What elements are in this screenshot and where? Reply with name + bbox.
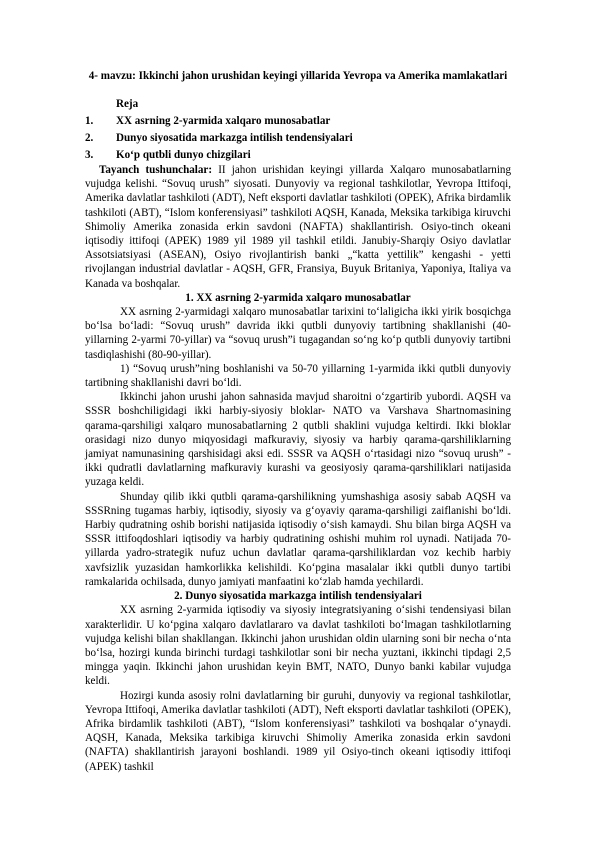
- paragraph: Ikkinchi jahon urushi jahon sahnasida mavjud sharoitni o‘zgartirib yubordi. AQSH va SSSR boshchiligidagi ikki harbiy-siyosiy bloklar- NATO va Varshava Shartnomasining qarama-qarshiligi xalqaro munosabatlarning 2 qutbli shaklini vujudga keltirdi. Ikki bloklar orasidagi nizo dunyo miqyosidagi mafkuraviy, siyosiy va harbiy qarama-qarshiliklarning jamiyat namunasining qarshisidagi aksi edi. SSSR va AQSH o‘rtasidagi nizo “sovuq urush” - ikki qudratli davlatlarning mafkuraviy kurashi va geosiyosiy qarama-qarshiliklari natijasida yuzaga keldi.: [85, 391, 511, 489]
- document-body: [85, 163, 511, 774]
- keywords-paragraph: [85, 163, 511, 291]
- section-2-heading: 2. Dunyo siyosatida markazga intilish tendensiyalari: [174, 590, 422, 603]
- plan-heading: Reja: [116, 98, 139, 110]
- paragraph: Shunday qilib ikki qutbli qarama-qarshilikning yumshashiga asosiy sabab AQSH va SSSRning tugamas harbiy, iqtisodiy, siyosiy va g‘oyaviy qarama-qarshiligi zaiflanishi bo‘ldi. Harbiy qudratning oshib borishi natijasida iqtisodiy o‘sish kamaydi. Shu bilan birga AQSH va SSSR ittifoqdoshlari iqtisodiy va harbiy qudratining oshishi muhim rol uynadi. Natijada 70-yillarda yadro-strategik nufuz uchun davlatlar qarama-qarshiliklardan voz kechib harbiy xavfsizlik yuzasidan hamkorlikka kelishildi. Ko‘pgina masalalar ikki qutbli dunyo tartibi ramkalarida ochilsada, dunyo jamiyati manfaatini ko‘zlab hamda yechilardi.: [85, 490, 511, 588]
- plan-item-number: 1.: [85, 115, 94, 127]
- plan-item-text: Dunyo siyosatida markazga intilish tendensiyalari: [116, 132, 353, 144]
- section-1-heading: 1. XX asrning 2-yarmida xalqaro munosabatlar: [185, 291, 411, 304]
- plan-item: [85, 115, 505, 128]
- paragraph: XX asrning 2-yarmida iqtisodiy va siyosiy integratsiyaning o‘sishi tendensiyasi bilan xarakterlidir. U ko‘pgina xalqaro davlatlararo va davlat tashkiloti bo‘lmagan tashkilotlarning vujudga kelishi bilan shakllangan. Ikkinchi jahon urushidan oldin ularning soni bir necha o‘nta bo‘lsa, hozirgi kunda birinchi turdagi tashkilotlar soni bir necha yuztani, ikkinchi tipdagi 2,5 mingga yaqin. Ikkinchi jahon urushidan keyin BMT, NATO, Dunyo banki kabilar vujudga keldi.: [85, 604, 511, 688]
- paragraph: XX asrning 2-yarmidagi xalqaro munosabatlar tarixini to‘laligicha ikki yirik bosqichga bo‘lsa bo‘ladi: “Sovuq urush” davrida ikki qutbli dunyoviy tartibning shakllanishi (40-yillarning 2-yarmi 70-yillar) va “sovuq urush”i tugagandan so‘ng ko‘p qutbli dunyoviy tartibni tasdiqlashishi (80-90-yillar).: [85, 306, 511, 361]
- document-title: 4- mavzu: Ikkinchi jahon urushidan keyingi yillarida Yevropa va Amerika mamlakatlari: [88, 70, 508, 82]
- keywords-text: II jahon urishidan keyingi yillarda Xalqaro munosabatlarning vujudga kelishi. “Sovuq urush” siyosati. Dunyoviy va regional tashkilotlar, Yevropa Ittifoqi, Amerika davlatlar tashkiloti (ADT), Neft eksporti davlatlar tashkiloti (OPEK), Afrika birdamlik tashkiloti (ABT), “Islom konferensiyasi” tashkiloti AQSH, Kanada, Meksika tarkibiga kiruvchi Shimoliy Amerika zonasida erkin savdoni (NAFTA) shakllantirish. Osiyo-tinch okeani iqtisodiy ittifoqi (APEK) 1989 yil 1989 yil tashkil etildi. Janubiy-Sharqiy Osiyo davlatlar Assotsiatsiyasi (ASEAN), Osiyo rivojlantirish banki „“katta yettilik” kengashi - yetti rivojlangan industrial davlatlar - AQSH, GFR, Fransiya, Buyuk Britaniya, Yaponiya, Italiya va Kanada va boshqalar.: [85, 164, 511, 290]
- plan-item-text: XX asrning 2-yarmida xalqaro munosabatlar: [116, 115, 331, 127]
- paragraph: 1) “Sovuq urush”ning boshlanishi va 50-70 yillarning 1-yarmida ikki qutbli dunyoviy tartibning shakllanishi davri bo‘ldi.: [85, 362, 511, 390]
- plan-item: [85, 149, 505, 162]
- keywords-label: Tayanch tushunchalar:: [99, 164, 213, 176]
- plan-item-number: 2.: [85, 132, 94, 144]
- plan-item-number: 3.: [85, 149, 94, 161]
- plan-item: [85, 132, 505, 145]
- paragraph: Hozirgi kunda asosiy rolni davlatlarning bir guruhi, dunyoviy va regional tashkilotlar, Yevropa Ittifoqi, Amerika davlatlar tashkiloti (ADT), Neft eksporti davlatlar tashkiloti (OPEK), Afrika birdamlik tashkiloti (ABT), “Islom konferensiyasi” tashkiloti va boshqalar o‘ynaydi. AQSH, Kanada, Meksika tarkibiga kiruvchi Shimoliy Amerika zonasida erkin savdoni (NAFTA) shakllantirish jarayoni boshlandi. 1989 yil Osiyo-tinch okeani iqtisodiy ittifoqi (APEK) tashkil: [85, 689, 511, 773]
- plan-item-text: Ko‘p qutbli dunyo chizgilari: [116, 149, 251, 161]
